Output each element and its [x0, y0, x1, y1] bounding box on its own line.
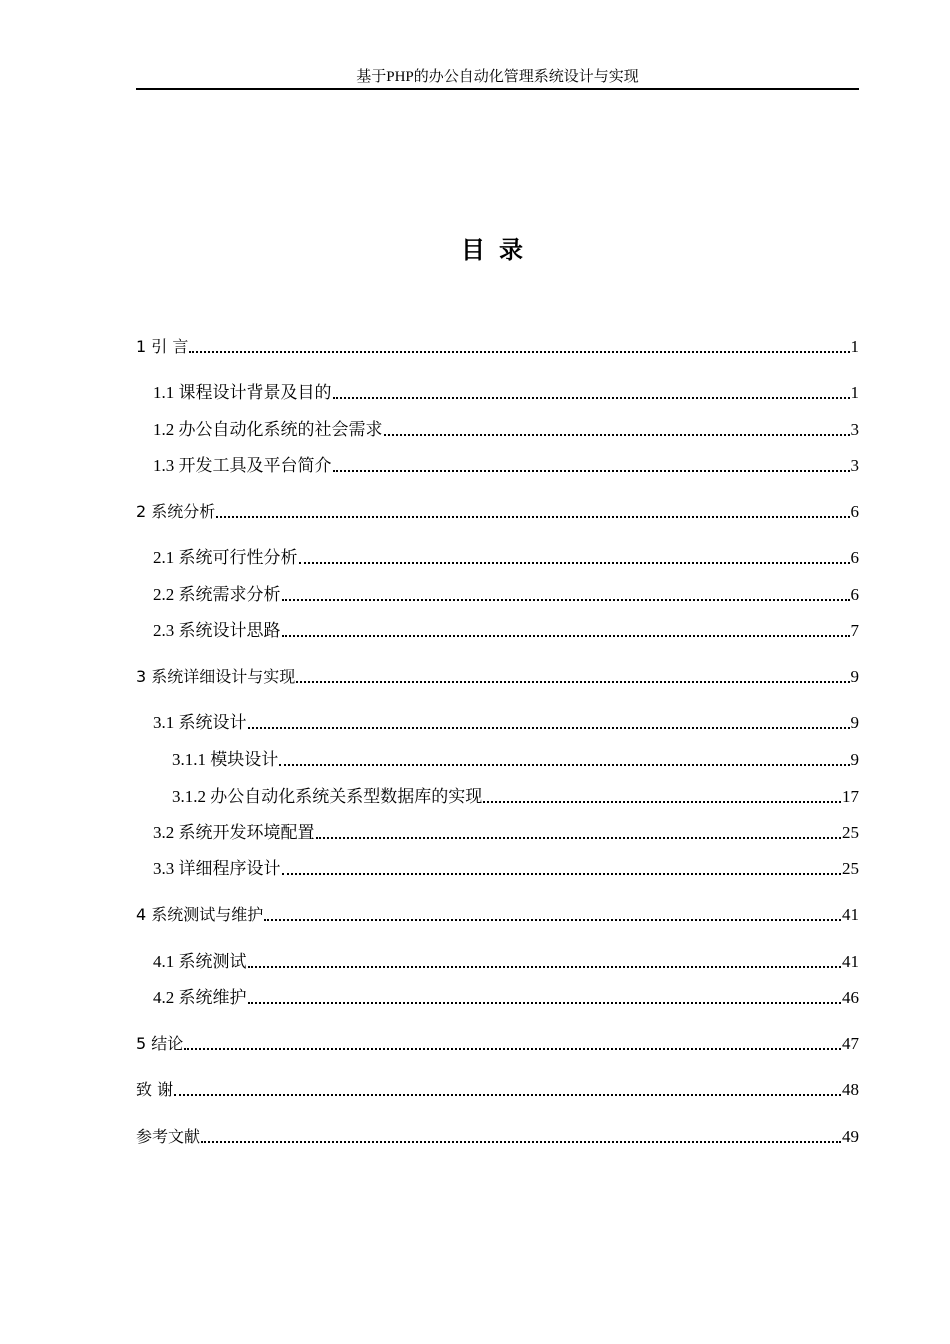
toc-leader-dots [248, 727, 850, 729]
toc-entry-page: 41 [842, 952, 859, 971]
toc-leader-dots [282, 873, 842, 875]
toc-entry-page: 47 [842, 1034, 859, 1053]
toc-entry-page: 7 [850, 621, 859, 640]
toc-entry[interactable] [136, 417, 859, 441]
toc-entry-label: 致 谢 [136, 1080, 174, 1099]
toc-entry-label: 3.1.2 办公自动化系统关系型数据库的实现 [172, 787, 483, 806]
toc-entry-label: 参考文献 [136, 1127, 201, 1146]
header-rule [136, 88, 859, 90]
toc-leader-dots [384, 434, 850, 436]
toc-entry-label: 1.3 开发工具及平台简介 [153, 456, 332, 475]
running-header: 基于PHP的办公自动化管理系统设计与实现 [356, 69, 639, 85]
toc-entry-page: 41 [842, 905, 859, 924]
toc-leader-dots [316, 837, 842, 839]
toc-leader-dots [216, 516, 849, 518]
toc-entry-page: 48 [842, 1080, 859, 1099]
toc-entry-label: 1 引 言 [136, 337, 189, 356]
toc-entry[interactable] [136, 453, 859, 477]
toc-leader-dots [282, 599, 850, 601]
toc-entry-label: 3 系统详细设计与实现 [136, 667, 296, 686]
toc-leader-dots [248, 1002, 842, 1004]
toc-entry[interactable] [136, 784, 859, 808]
toc-entry-page: 3 [850, 456, 859, 475]
toc-entry-label: 3.1 系统设计 [153, 713, 247, 732]
toc-entry-page: 1 [850, 337, 859, 356]
toc-entry[interactable] [136, 664, 859, 688]
toc-entry-label: 2.1 系统可行性分析 [153, 548, 298, 567]
toc-leader-dots [201, 1141, 841, 1143]
toc-leader-dots [296, 681, 849, 683]
toc-leader-dots [264, 919, 841, 921]
toc-entry-page: 25 [842, 823, 859, 842]
toc-entry[interactable] [136, 1124, 859, 1148]
toc-entry-label: 1.2 办公自动化系统的社会需求 [153, 420, 383, 439]
toc-leader-dots [279, 764, 849, 766]
toc-entry[interactable] [136, 334, 859, 358]
toc-entry[interactable] [136, 1077, 859, 1101]
toc-entry[interactable] [136, 856, 859, 880]
toc-title: 目录 [461, 236, 537, 264]
toc-entry-label: 2 系统分析 [136, 502, 216, 521]
toc-entry[interactable] [136, 902, 859, 926]
toc-entry-page: 3 [850, 420, 859, 439]
toc-leader-dots [174, 1094, 841, 1096]
toc-entry[interactable] [136, 582, 859, 606]
toc-entry[interactable] [136, 1031, 859, 1055]
toc-entry[interactable] [136, 545, 859, 569]
toc-entry-page: 6 [850, 585, 859, 604]
toc-entry-page: 9 [850, 750, 859, 769]
toc-entry-page: 46 [842, 988, 859, 1007]
toc-leader-dots [282, 635, 850, 637]
toc-leader-dots [189, 351, 849, 353]
toc-entry[interactable] [136, 380, 859, 404]
toc-entry-page: 6 [850, 502, 859, 521]
toc-entry-page: 17 [842, 787, 859, 806]
toc-entry[interactable] [136, 985, 859, 1009]
toc-entry-label: 2.3 系统设计思路 [153, 621, 281, 640]
toc-entry-label: 3.1.1 模块设计 [172, 750, 279, 769]
toc-entry[interactable] [136, 747, 859, 771]
toc-entry-page: 1 [850, 383, 859, 402]
toc-entry-label: 3.3 详细程序设计 [153, 859, 281, 878]
toc-entry-label: 4 系统测试与维护 [136, 905, 264, 924]
toc-leader-dots [299, 562, 850, 564]
toc-entry[interactable] [136, 949, 859, 973]
toc-entry-label: 2.2 系统需求分析 [153, 585, 281, 604]
toc-entry-page: 25 [842, 859, 859, 878]
toc-leader-dots [333, 470, 850, 472]
toc-entry[interactable] [136, 618, 859, 642]
toc-entry-page: 9 [850, 713, 859, 732]
toc-entry-label: 3.2 系统开发环境配置 [153, 823, 315, 842]
toc-entry-label: 1.1 课程设计背景及目的 [153, 383, 332, 402]
toc-entry-page: 9 [850, 667, 859, 686]
toc-entry-page: 6 [850, 548, 859, 567]
toc-entry-label: 4.2 系统维护 [153, 988, 247, 1007]
toc-leader-dots [248, 966, 842, 968]
toc-leader-dots [483, 801, 841, 803]
toc-entry-label: 4.1 系统测试 [153, 952, 247, 971]
toc-entry-label: 5 结论 [136, 1034, 184, 1053]
toc-entry[interactable] [136, 499, 859, 523]
toc-entry[interactable] [136, 820, 859, 844]
toc-entry[interactable] [136, 710, 859, 734]
toc-entry-page: 49 [842, 1127, 859, 1146]
toc-leader-dots [333, 397, 850, 399]
toc-leader-dots [184, 1048, 841, 1050]
